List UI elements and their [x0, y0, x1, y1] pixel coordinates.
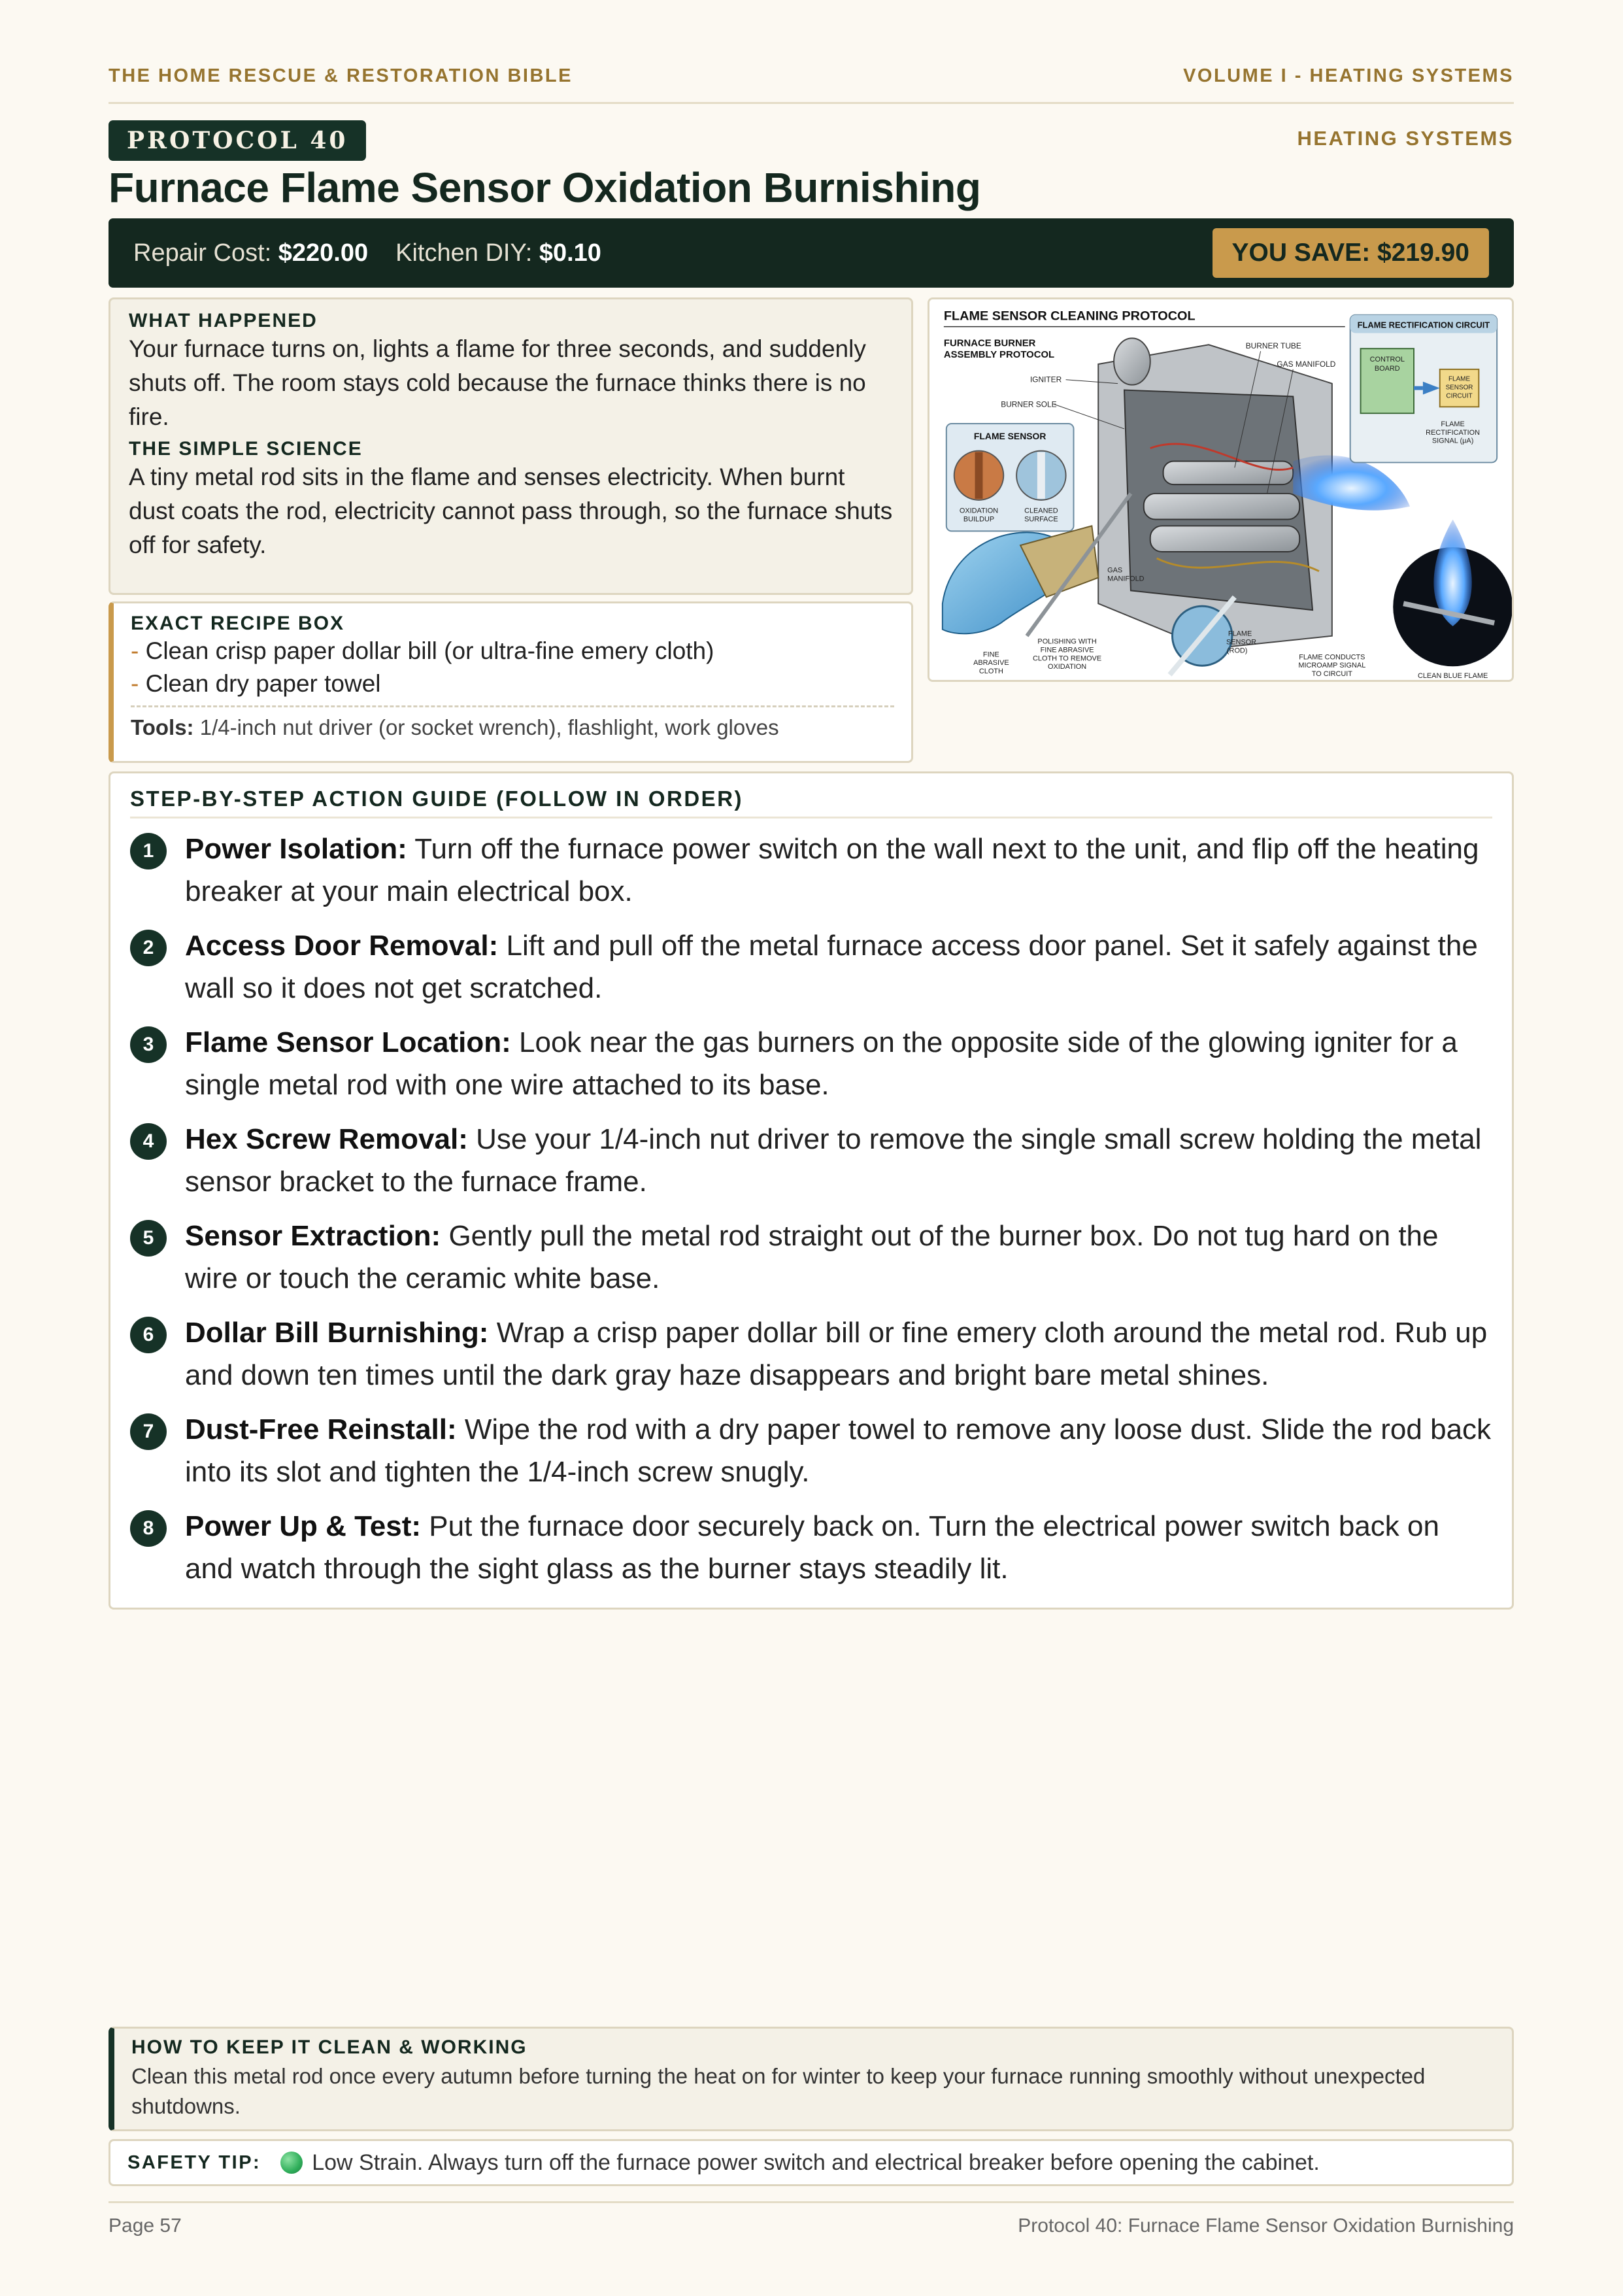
svg-text:FLAME CONDUCTS: FLAME CONDUCTS	[1299, 653, 1365, 662]
svg-text:SURFACE: SURFACE	[1024, 515, 1058, 524]
step-text: Access Door Removal: Lift and pull off the metal furnace access door panel. Set it safely against the wall so it does not get scratched.	[185, 930, 1478, 1004]
header-rule	[109, 102, 1514, 104]
step-text: Hex Screw Removal: Use your 1/4-inch nut driver to remove the single small screw holding the metal sensor bracket to the furnace frame.	[185, 1123, 1482, 1198]
what-happened-label: WHAT HAPPENED	[129, 310, 318, 331]
step-item	[130, 1215, 1492, 1311]
page-number: Page 57	[109, 2215, 182, 2237]
svg-text:FINE ABRASIVE: FINE ABRASIVE	[1040, 646, 1094, 654]
svg-text:OXIDATION: OXIDATION	[959, 507, 999, 515]
svg-text:MICROAMP SIGNAL: MICROAMP SIGNAL	[1298, 662, 1366, 670]
svg-text:SENSOR: SENSOR	[1445, 384, 1473, 392]
repair-cost-value: $220.00	[278, 239, 369, 267]
svg-text:MANIFOLD: MANIFOLD	[1107, 575, 1145, 583]
book-title: THE HOME RESCUE & RESTORATION BIBLE	[109, 65, 573, 86]
svg-text:BURNER SOLE: BURNER SOLE	[1001, 399, 1057, 409]
safety-indicator-icon	[280, 2152, 303, 2174]
step-number: 1	[130, 833, 167, 869]
recipe-label: EXACT RECIPE BOX	[131, 613, 345, 634]
circuit-title: FLAME RECTIFICATION CIRCUIT	[1357, 320, 1490, 330]
svg-text:BOARD: BOARD	[1374, 364, 1400, 373]
svg-text:SIGNAL (μA): SIGNAL (μA)	[1431, 437, 1474, 445]
flame-sensor-callout-title: FLAME SENSOR	[973, 430, 1046, 441]
step-text: Power Isolation: Turn off the furnace power switch on the wall next to the unit, and flip off the heating breaker at your main electrical box.	[185, 833, 1479, 907]
svg-text:TO CIRCUIT: TO CIRCUIT	[1311, 670, 1352, 679]
step-item	[130, 924, 1492, 1021]
safety-text: Low Strain. Always turn off the furnace power switch and electrical breaker before opening the cabinet.	[312, 2150, 1320, 2175]
svg-text:IGNITER: IGNITER	[1029, 375, 1062, 384]
svg-text:GAS: GAS	[1107, 566, 1123, 575]
step-number: 6	[130, 1317, 167, 1353]
step-text: Flame Sensor Location: Look near the gas burners on the opposite side of the glowing igniter for a single metal rod with one wire attached to its base.	[185, 1026, 1458, 1101]
flame-sensor-illustration	[928, 297, 1514, 682]
maintenance-box	[109, 2027, 1514, 2131]
diy-cost-value: $0.10	[539, 239, 601, 267]
repair-cost	[133, 239, 368, 267]
step-item	[130, 1311, 1492, 1408]
svg-text:FLAME: FLAME	[1228, 630, 1252, 638]
science-label: THE SIMPLE SCIENCE	[129, 438, 363, 460]
svg-text:CLEAN BLUE FLAME: CLEAN BLUE FLAME	[1417, 672, 1488, 680]
recipe-box	[109, 601, 913, 763]
step-item	[130, 1118, 1492, 1215]
step-text: Sensor Extraction: Gently pull the metal rod straight out of the burner box. Do not tug hard on the wire or touch the ceramic white base.	[185, 1220, 1439, 1294]
illustration-title: FLAME SENSOR CLEANING PROTOCOL	[943, 309, 1196, 324]
step-item	[130, 1021, 1492, 1118]
steps-heading: STEP-BY-STEP ACTION GUIDE (FOLLOW IN ORDER)	[130, 786, 1492, 819]
illustration-graphic	[929, 299, 1512, 680]
what-happened-text: Your furnace turns on, lights a flame for three seconds, and suddenly shuts off. The room stays cold because the furnace thinks there is no fire.	[129, 335, 866, 430]
footer-rule	[109, 2201, 1514, 2203]
svg-text:FLAME: FLAME	[1441, 420, 1465, 428]
svg-text:SENSOR: SENSOR	[1226, 638, 1257, 647]
svg-text:GAS MANIFOLD: GAS MANIFOLD	[1277, 359, 1336, 369]
page-title: Furnace Flame Sensor Oxidation Burnishing	[109, 164, 981, 211]
svg-text:ABRASIVE: ABRASIVE	[973, 659, 1009, 667]
svg-text:BURNER TUBE: BURNER TUBE	[1245, 341, 1301, 351]
svg-text:CLOTH: CLOTH	[979, 667, 1003, 676]
illustration-subtitle-2: ASSEMBLY PROTOCOL	[943, 350, 1055, 361]
svg-text:OXIDATION: OXIDATION	[1047, 663, 1087, 671]
svg-text:CLOTH TO REMOVE: CLOTH TO REMOVE	[1033, 654, 1102, 663]
svg-text:CIRCUIT: CIRCUIT	[1446, 392, 1473, 400]
safety-box	[109, 2139, 1514, 2186]
svg-text:BUILDUP: BUILDUP	[963, 515, 995, 524]
repair-cost-label: Repair Cost:	[133, 239, 272, 267]
svg-text:CLEANED: CLEANED	[1024, 507, 1058, 515]
savings-badge: YOU SAVE: $219.90	[1213, 228, 1489, 278]
illustration-subtitle-1: FURNACE BURNER	[943, 338, 1036, 349]
tools-label: Tools:	[131, 715, 194, 739]
maintenance-label: HOW TO KEEP IT CLEAN & WORKING	[131, 2036, 527, 2058]
what-happened-box	[109, 297, 913, 595]
svg-text:FINE: FINE	[982, 650, 999, 659]
step-item	[130, 828, 1492, 924]
step-text: Power Up & Test: Put the furnace door securely back on. Turn the electrical power switch back on and watch through the sight glass as the burner stays steadily lit.	[185, 1510, 1439, 1585]
step-number: 8	[130, 1510, 167, 1547]
step-item	[130, 1505, 1492, 1602]
recipe-item: - Clean dry paper towel	[131, 670, 381, 697]
safety-label: SAFETY TIP:	[127, 2152, 261, 2173]
tools-line	[131, 711, 894, 744]
footer	[109, 2215, 1514, 2237]
step-number: 2	[130, 930, 167, 966]
recipe-divider	[131, 705, 894, 707]
svg-text:(ROD): (ROD)	[1226, 647, 1248, 655]
svg-text:FLAME: FLAME	[1448, 375, 1471, 383]
protocol-badge: PROTOCOL 40	[109, 120, 366, 161]
step-number: 3	[130, 1026, 167, 1063]
step-text: Dollar Bill Burnishing: Wrap a crisp paper dollar bill or fine emery cloth around the metal rod. Rub up and down ten times until the dark gray haze disappears and bright bare metal shines.	[185, 1317, 1488, 1391]
step-number: 7	[130, 1413, 167, 1450]
maintenance-text: Clean this metal rod once every autumn before turning the heat on for winter to keep your furnace running smoothly without unexpected shutdowns.	[131, 2064, 1426, 2118]
step-number: 5	[130, 1220, 167, 1257]
step-text: Dust-Free Reinstall: Wipe the rod with a dry paper towel to remove any loose dust. Slide the rod back into its slot and tighten the 1/4-inch screw snugly.	[185, 1413, 1492, 1488]
diy-cost-label: Kitchen DIY:	[395, 239, 533, 267]
page	[109, 0, 1514, 2296]
cost-bar	[109, 218, 1514, 288]
category-label: HEATING SYSTEMS	[1297, 127, 1514, 150]
tools-text: 1/4-inch nut driver (or socket wrench), flashlight, work gloves	[199, 715, 779, 739]
svg-text:CONTROL: CONTROL	[1369, 356, 1405, 364]
diy-cost	[395, 239, 601, 267]
footer-running-title: Protocol 40: Furnace Flame Sensor Oxidation Burnishing	[1018, 2215, 1514, 2237]
science-text: A tiny metal rod sits in the flame and senses electricity. When burnt dust coats the rod, electricity cannot pass through, so the furnace shuts off for safety.	[129, 464, 893, 558]
step-number: 4	[130, 1123, 167, 1160]
svg-text:POLISHING WITH: POLISHING WITH	[1037, 637, 1097, 646]
steps-box	[109, 771, 1514, 1610]
recipe-item: - Clean crisp paper dollar bill (or ultra-fine emery cloth)	[131, 637, 714, 664]
svg-text:RECTIFICATION: RECTIFICATION	[1426, 428, 1481, 437]
step-item	[130, 1408, 1492, 1505]
volume-title: VOLUME I - HEATING SYSTEMS	[1183, 65, 1514, 86]
running-header	[109, 65, 1514, 87]
